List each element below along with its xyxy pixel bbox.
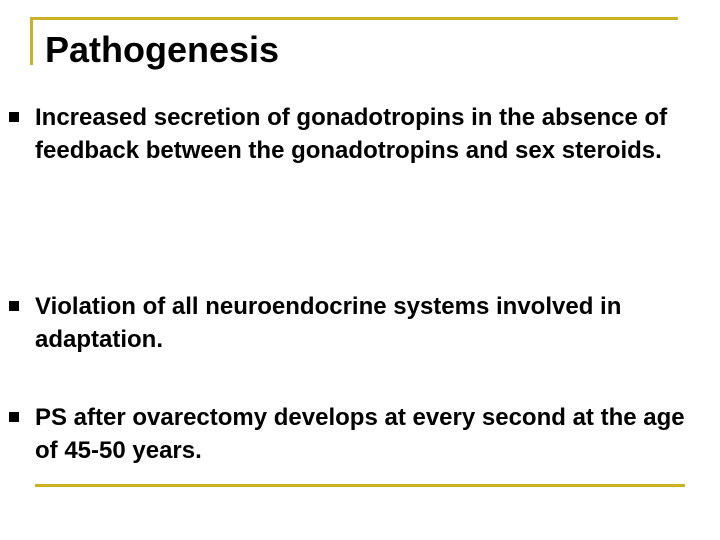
bullet-text: Increased secretion of gonadotropins in the absence of feedback between the gonadotropins and sex steroids. [35, 104, 668, 164]
square-bullet-icon [9, 301, 19, 311]
title-frame-top-border [30, 17, 678, 20]
bullet-text: PS after ovarectomy develops at every second at the age of 45-50 years. [35, 404, 685, 464]
bullet-text: Violation of all neuroendocrine systems involved in adaptation. [35, 293, 622, 353]
square-bullet-icon [9, 412, 19, 422]
slide-title: Pathogenesis [45, 29, 280, 70]
square-bullet-icon [9, 112, 19, 122]
title-frame-left-border [30, 17, 33, 65]
bottom-divider [35, 484, 685, 487]
